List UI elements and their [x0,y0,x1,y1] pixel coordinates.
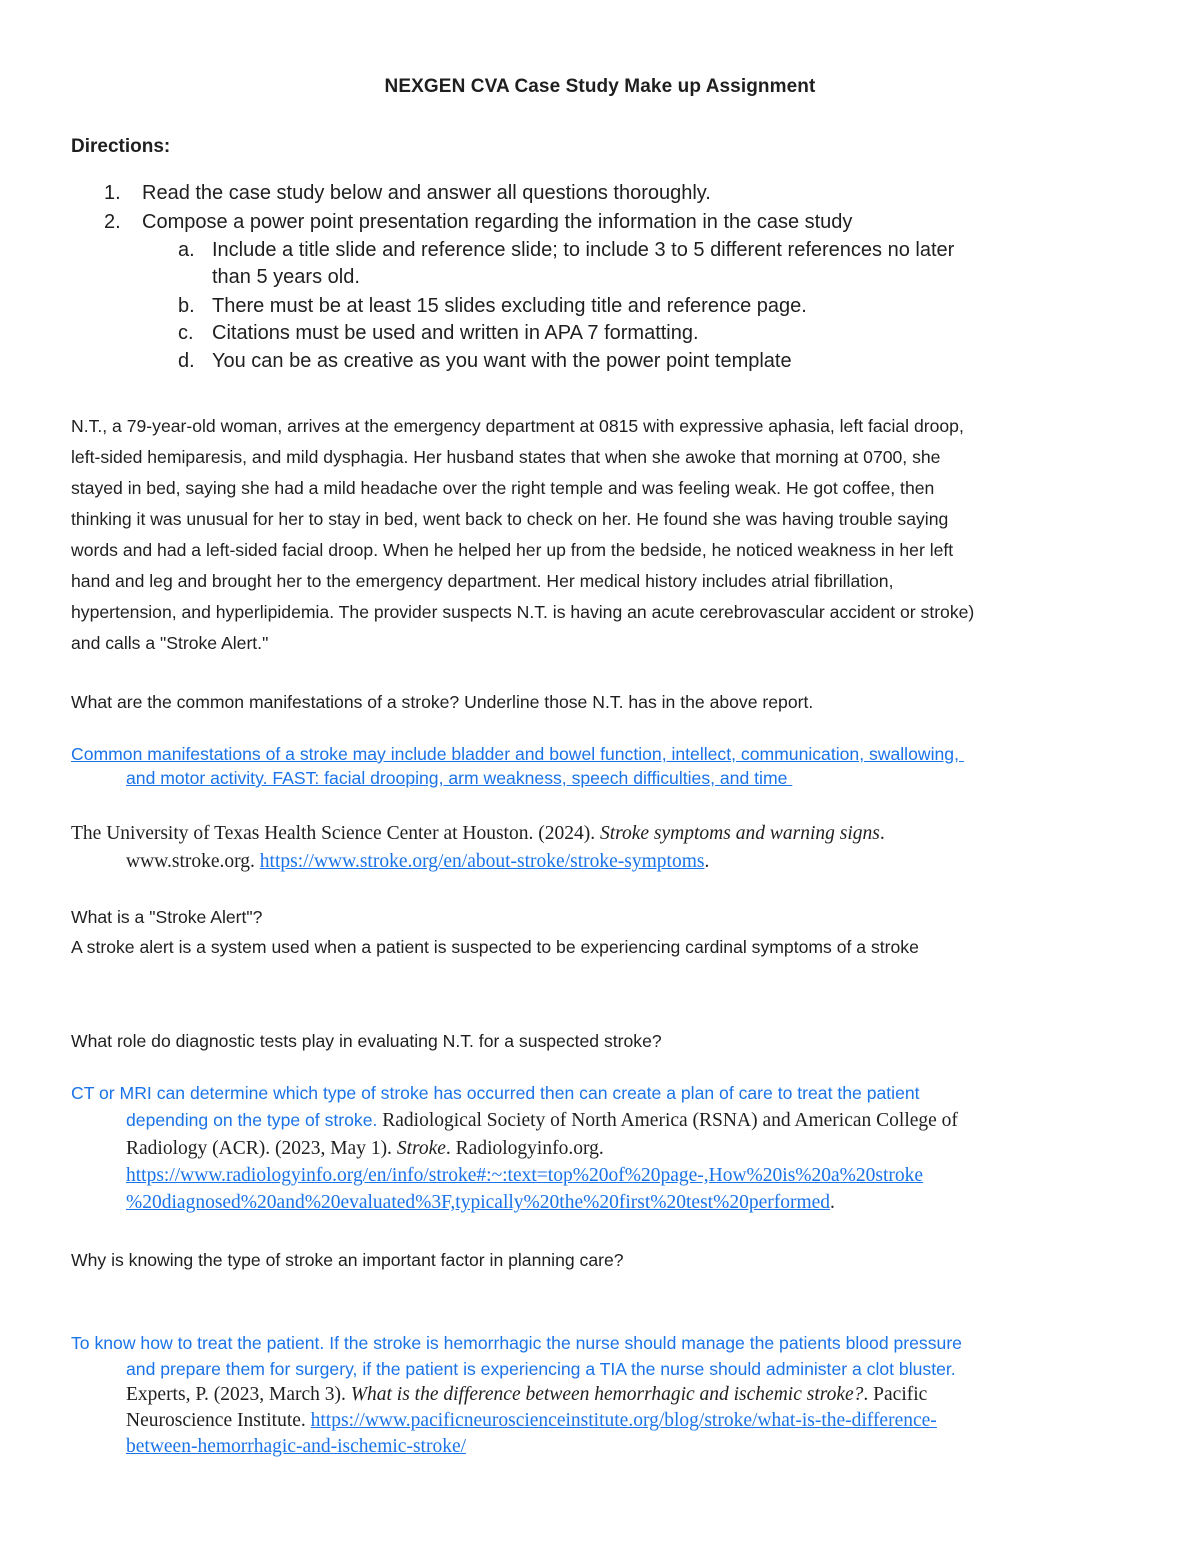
case-paragraph [71,411,1141,659]
reference-title: What is the difference between hemorrhagic and ischemic stroke? [350,1384,864,1405]
list-item [104,209,121,236]
question-stroke-alert: What is a "Stroke Alert"? [71,907,263,927]
reference-text: Radiological Society of North America (RSNA) and American College of [377,1110,958,1131]
case-line: stayed in bed, saying she had a mild headache over the right temple and was feeling weak. He got coffee, then [71,478,935,498]
reference-text: . [830,1192,835,1213]
reference-text: www.stroke.org. [126,851,260,872]
question-diagnostic-tests: What role do diagnostic tests play in evaluating N.T. for a suspected stroke? [71,1031,662,1051]
reference-text: . Pacific [863,1384,928,1405]
case-line: and calls a "Stroke Alert." [71,633,269,653]
question-stroke-type: Why is knowing the type of stroke an important factor in planning care? [71,1250,624,1270]
reference-link[interactable]: https://www.pacificneuroscienceinstitute.org/blog/stroke/what-is-the-difference- [310,1410,937,1431]
answer-line: Common manifestations of a stroke may include bladder and bowel function, intellect, communication, swallowing, [71,744,964,764]
case-line: words and had a left-sided facial droop. When he helped her up from the bedside, he noticed weakness in her left [71,540,954,560]
case-line: left-sided hemiparesis, and mild dysphagia. Her husband states that when she awoke that morning at 0700, she [71,447,941,467]
page-title: NEXGEN CVA Case Study Make up Assignment [384,76,816,97]
case-line: hypertension, and hyperlipidemia. The provider suspects N.T. is having an acute cerebrovascular accident or stroke) [71,602,975,622]
sub-list-text: There must be at least 15 slides excluding title and reference page. [212,295,807,317]
sub-list-letter: c. [178,322,194,344]
reference-link[interactable]: between-hemorrhagic-and-ischemic-stroke/ [126,1436,467,1457]
list-item [104,180,121,207]
sub-list-text: You can be as creative as you want with the power point template [212,350,792,372]
reference-utexas [71,820,1151,876]
answer-manifestations [71,742,1151,790]
reference-text: . Radiologyinfo.org. [445,1138,604,1159]
answer-line: and motor activity. FAST: facial drooping, arm weakness, speech difficulties, and time [126,768,793,788]
question-manifestations: What are the common manifestations of a stroke? Underline those N.T. has in the above report. [71,692,814,712]
list-number: 1. [104,182,121,204]
answer-line: CT or MRI can determine which type of stroke has occurred then can create a plan of care to treat the patient [71,1083,920,1103]
reference-title: Stroke [396,1138,446,1159]
reference-title: Stroke symptoms and warning signs [599,823,880,844]
list-number: 2. [104,211,121,233]
case-line: thinking it was unusual for her to stay in bed, went back to check on her. He found she was having trouble saying [71,509,949,529]
case-line: hand and leg and brought her to the emergency department. Her medical history includes atrial fibrillation, [71,571,894,591]
answer-line: To know how to treat the patient. If the stroke is hemorrhagic the nurse should manage the patients blood pressure [71,1333,962,1353]
reference-text: Radiology (ACR). (2023, May 1). [126,1138,397,1159]
directions-label: Directions: [71,136,171,157]
sub-list-text: than 5 years old. [212,266,360,288]
list-item-text: Compose a power point presentation regarding the information in the case study [142,211,853,233]
sub-list-text: Include a title slide and reference slide; to include 3 to 5 different references no later [212,239,955,261]
reference-link[interactable]: https://www.radiologyinfo.org/en/info/stroke#:~:text=top%20of%20page-,How%20is%20a%20stroke [126,1165,924,1186]
answer-line: depending on the type of stroke. [126,1110,378,1130]
sub-list-text: Citations must be used and written in APA 7 formatting. [212,322,699,344]
reference-text: Experts, P. (2023, March 3). [126,1384,351,1405]
reference-text: The University of Texas Health Science Center at Houston. (2024). [71,823,600,844]
sub-list-letter: d. [178,350,195,372]
sub-list-letter: a. [178,239,195,261]
sub-list-letter: b. [178,295,195,317]
reference-link[interactable]: https://www.stroke.org/en/about-stroke/stroke-symptoms [259,851,705,872]
reference-text: . [879,823,885,844]
answer-line: and prepare them for surgery, if the patient is experiencing a TIA the nurse should administer a clot bluster. [126,1359,956,1379]
reference-link[interactable]: %20diagnosed%20and%20evaluated%3F,typically%20the%20first%20test%20performed [126,1192,831,1213]
answer-stroke-type [71,1330,1151,1460]
list-item-text: Read the case study below and answer all questions thoroughly. [142,182,711,204]
case-line: N.T., a 79-year-old woman, arrives at the emergency department at 0815 with expressive aphasia, left facial droop, [71,416,964,436]
answer-stroke-alert: A stroke alert is a system used when a patient is suspected to be experiencing cardinal symptoms of a stroke [71,937,919,957]
answer-diagnostic-tests [71,1080,1151,1216]
reference-text: Neuroscience Institute. [126,1410,311,1431]
reference-text: . [704,851,710,872]
